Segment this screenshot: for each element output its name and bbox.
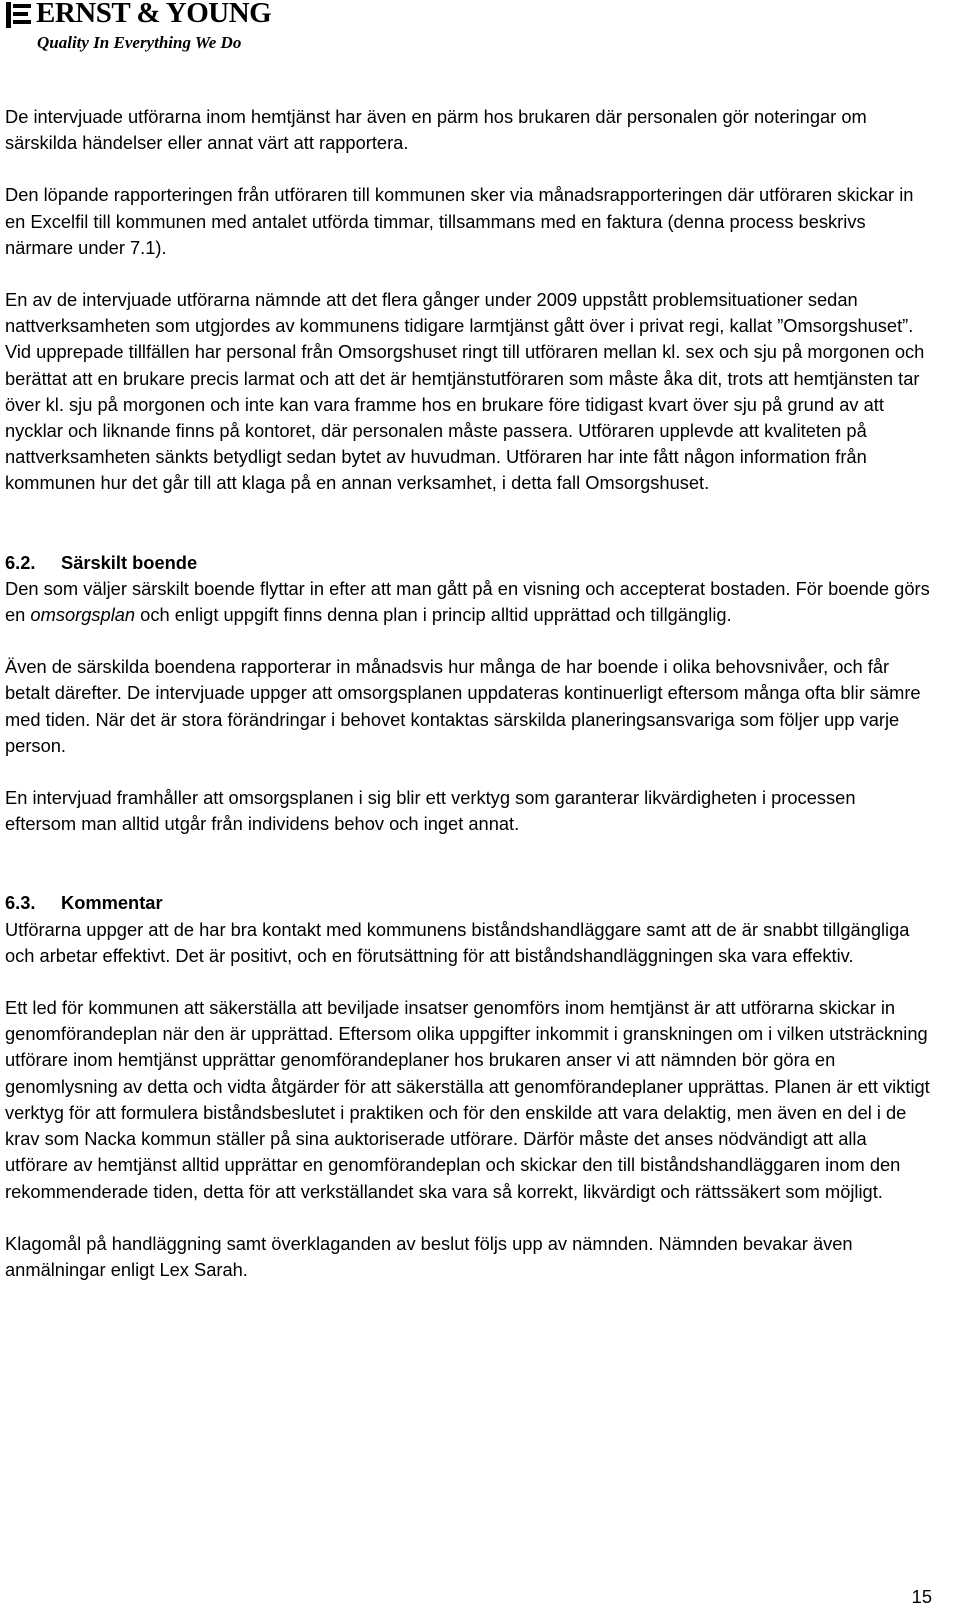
section-title: Kommentar — [61, 892, 163, 914]
section-number: 6.2. — [5, 551, 36, 573]
paragraph: Även de särskilda boendena rapporterar in månadsvis hur många de har boende i olika behovsnivåer, och får betalt därefter. De intervjuade uppger att omsorgsplanen uppdateras kontinuerligt eftersom många ofta blir sämre med tiden. När det är stora förändringar i behovet kontaktas särskilda planeringsansvariga som följer upp varje person. — [5, 656, 921, 756]
section-heading — [5, 890, 930, 916]
paragraph: En av de intervjuade utförarna nämnde att det flera gånger under 2009 uppstått problemsituationer sedan nattverksamheten som utgjordes av kommunens tidigare larmtjänst gått över i privat regi, kallat ”Omsorgshuset”. Vid upprepade tillfällen har personal från Omsorgshuset ringt till utföraren mellan kl. sex och sju på morgonen och berättat att en brukare precis larmat och att det är hemtjänstutföraren som måste åka dit, trots att hemtjänsten tar över kl. sju på morgonen och inte kan vara framme hos en brukare före tidigast kvart över sju på grund av att nycklar och liknande finns på kontoret, där personalen måste passera. Utföraren upplevde att kvaliteten på nattverksamheten sänkts betydligt sedan bytet av huvudman. Utföraren har inte fått någon information från kommunen hur det går till att klaga på en annan verksamhet, i detta fall Omsorgshuset. — [5, 289, 925, 494]
page-number: 15 — [911, 1586, 932, 1607]
paragraph: Utförarna uppger att de har bra kontakt med kommunens biståndshandläggare samt att de är snabbt tillgängliga och arbetar effektivt. Det är positivt, och en förutsättning för att biståndshandläggningen ska vara effektiv. — [5, 918, 910, 966]
company-logo — [6, 0, 306, 60]
section-title: Särskilt boende — [61, 551, 198, 573]
paragraph: Ett led för kommunen att säkerställa att beviljade insatser genomförs inom hemtjänst är att utförarna skickar in genomförandeplan när den är upprättad. Eftersom olika uppgifter inkommit i granskningen om i vilken utsträckning utförare inom hemtjänst upprättar genomförandeplaner hos brukaren anser vi att nämnden bör göra en genomlysning av detta och vidta åtgärder för att säkerställa att genomförandeplaner upprättas. Planen är ett viktigt verktyg för att formulera biståndsbeslutet i praktiken och för den enskilde att vara delaktig, men även en del i de krav som Nacka kommun ställer på sina auktoriserade utförare. Därför måste det anses nödvändigt att alla utförare av hemtjänst alltid upprättar en genomförandeplan och skickar den till biståndshandläggaren inom den rekommenderade tiden, detta för att verkställandet ska vara så korrekt, likvärdigt och rättssäkert som möjligt. — [5, 997, 930, 1202]
emphasis-text: omsorgsplan — [30, 604, 136, 626]
paragraph: Den löpande rapporteringen från utföraren till kommunen sker via månadsrapporteringen där utföraren skickar in en Excelfil till kommunen med antalet utförda timmar, tillsammans med en faktura (denna process beskrivs närmare under 7.1). — [5, 184, 914, 258]
paragraph: En intervjuad framhåller att omsorgsplanen i sig blir ett verktyg som garanterar likvärdigheten i processen eftersom man alltid utgår från individens behov och inget annat. — [5, 787, 856, 835]
paragraph — [5, 576, 930, 628]
company-name: ERNST & YOUNG — [36, 0, 272, 29]
section-heading — [5, 550, 930, 576]
company-tagline: Quality In Everything We Do — [37, 33, 242, 52]
section-number: 6.3. — [5, 892, 36, 914]
text-run: och enligt uppgift finns denna plan i princip alltid upprättad och tillgänglig. — [135, 604, 732, 626]
paragraph: Klagomål på handläggning samt överklaganden av beslut följs upp av nämnden. Nämnden bevakar även anmälningar enligt Lex Sarah. — [5, 1232, 853, 1280]
text-run: Den som väljer särskilt boende flyttar in efter att man gått på en visning och accepterat bostaden. För boende görs en — [5, 577, 930, 626]
document-body — [5, 104, 930, 1283]
ey-logo-mark-icon — [6, 2, 34, 28]
paragraph: De intervjuade utförarna inom hemtjänst har även en pärm hos brukaren där personalen gör noteringar om särskilda händelser eller annat värt att rapportera. — [5, 106, 867, 154]
